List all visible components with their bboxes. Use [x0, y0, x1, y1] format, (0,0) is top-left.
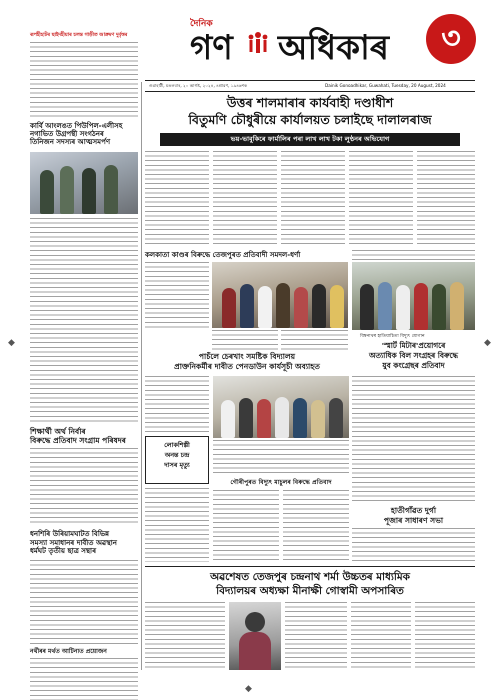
puja-title — [352, 506, 475, 526]
obituary-line2: অনন্ত চন্দ্ৰ — [164, 451, 190, 459]
dateline-bar — [145, 80, 475, 92]
bottom-body-col3 — [351, 602, 411, 670]
story3-body — [30, 448, 138, 526]
smartmeter-body — [352, 376, 475, 504]
smartmeter-caption: বিশ্বনাথৰ হাতিয়াচিতা বিদ্যুৎ যোগান — [360, 334, 425, 339]
smartmeter-title-line1: 'স্মাৰ্ট মিটাৰ'প্ৰয়োগৰে — [381, 341, 446, 350]
story4-body — [30, 560, 138, 644]
lead-body-col3 — [281, 151, 345, 247]
column-divider — [141, 82, 142, 670]
lead-title-line1: উত্তৰ শালমাৰাৰ কাৰ্যবাহী দণ্ডাধীশ — [226, 95, 394, 110]
lead-body-col1 — [145, 151, 209, 247]
lead-body-col2 — [213, 151, 277, 247]
left-register-mark-icon: ◆ — [8, 338, 15, 348]
story4-title-line2: সমস্যা সমাধানৰ দাবীত অৱস্থান — [30, 538, 117, 547]
bottom-body-col4 — [415, 602, 475, 670]
obituary-body — [145, 488, 209, 562]
gauripur-body-col1 — [213, 490, 279, 562]
bottom-photo — [229, 602, 281, 670]
right-body-top — [352, 250, 475, 260]
lead-subhead: ভয়-ভাবুকিৰে ফাৰ্মালিৰ পৰা লাখ লাখ টকা লুণ্ঠনৰ অভিযোগ — [160, 133, 460, 146]
bottom-title-line2: বিদ্যালয়ৰ অধ্যক্ষা মীনাক্ষী গোস্বামী অপসাৰিত — [216, 585, 404, 597]
kolkata-body-col2 — [281, 330, 348, 350]
lead-title-line2: বিতুমণি চৌধুৰীয়ে কাৰ্যালয়ত চলাইছে দালালৰাজ — [188, 112, 432, 127]
story2-title-line1: কাৰ্বি আংলঙত পিউপিল-এলীসহ — [30, 122, 123, 130]
kolkata-body-col2b — [212, 330, 278, 350]
story2-title-line3: তিনিজন সদস্যৰ আত্মসমৰ্পণ — [30, 138, 111, 146]
bottom-body-col1 — [145, 602, 225, 670]
page-number: ৩ — [426, 14, 476, 64]
puja-title-line1: হাতীগাঁৱত দুৰ্গা — [390, 506, 437, 515]
bottom-title-line1: অৱশেষত তেজপুৰ চন্দ্ৰনাথ শৰ্মা উচ্চতৰ মাধ্যমিক — [210, 571, 410, 583]
puja-body — [352, 528, 475, 562]
obituary-line1: লোকশিল্পী — [164, 441, 190, 449]
kolkata-body-col1 — [145, 262, 209, 328]
story4-title — [30, 530, 138, 556]
smartmeter-photo — [352, 262, 475, 330]
story5-body — [30, 658, 138, 700]
school-title-line1: পাচঁলে চেৰখাং সমষ্টিক বিদ্যালয় — [198, 352, 296, 361]
masthead-daily: দৈনিক — [190, 19, 213, 29]
school-body-col2 — [213, 440, 349, 476]
story3-title-line2: বিৰুদ্ধে প্ৰতিবাদ সংগ্ৰাম পৰিষদৰ — [30, 436, 126, 445]
bottom-register-mark-icon: ◆ — [245, 684, 252, 694]
story3-title — [30, 427, 138, 445]
brief-body — [30, 42, 138, 117]
right-register-mark-icon: ◆ — [484, 338, 491, 348]
smartmeter-title — [352, 341, 475, 371]
story2-title — [30, 122, 138, 146]
gauripur-body-col2 — [283, 490, 349, 562]
masthead-right: অধিকাৰ — [278, 28, 390, 68]
bottom-rule — [145, 566, 475, 567]
story4-title-line1: ধনশিৰি উৰিয়ামঘাটত বিভিন্ন — [30, 530, 110, 538]
story3-title-line1: শিক্ষাৰ্থী অৰ্থ নিৰ্বাৰ — [30, 427, 86, 436]
lead-body-col4 — [349, 151, 413, 247]
smartmeter-title-line3: যুব কংগ্ৰেছৰ প্ৰতিবাদ — [382, 361, 445, 370]
story5-title: নৰ্থীৰৰ মৰ্থত আটিনাত প্ৰয়োজন — [30, 648, 107, 655]
school-photo — [213, 376, 349, 438]
gauripur-title: গৌৰীপুৰত বিদ্যুৎ মাচুলৰ বিৰুদ্ধে প্ৰতিবাদ — [230, 479, 332, 486]
column-left — [30, 30, 138, 670]
masthead-emblem-icon — [244, 28, 272, 56]
dateline: গুৱাহাটী, মঙলবাৰ, ২০ আগষ্ট, ২০২৪, ৪শ্ৰাৱণ, ১৯৪৬শক — [149, 83, 248, 88]
smartmeter-title-line2: অত্যাধিক বিল সংগ্ৰহৰ বিৰুদ্ধে — [369, 351, 458, 360]
story4-title-line3: ধৰ্মঘট তৃতীয় ছাত্ৰ সন্থাৰ — [30, 547, 97, 555]
bottom-title — [145, 570, 475, 598]
obituary-line3: দাসৰ মৃত্যু — [164, 461, 190, 469]
dateline-en: Dainik Gonoadhikar, Guwahati, Tuesday, 20 August, 2024 — [325, 83, 446, 88]
story2-photo — [30, 152, 138, 214]
kolkata-photo — [212, 262, 348, 328]
school-body-col1 — [145, 376, 209, 432]
lead-title — [145, 94, 475, 128]
bottom-body-col2 — [285, 602, 347, 670]
puja-title-line2: পূজাৰ সাধাৰণ সভা — [383, 516, 444, 525]
obituary-box — [145, 436, 209, 484]
school-title-line2: প্ৰাক্তনিকৰ্মীৰ দাবীত পেনডাউন কাৰ্যসূচী অব্যাহত — [174, 362, 320, 371]
school-title — [145, 352, 349, 372]
story2-body — [30, 218, 138, 423]
kolkata-title: কলকাতা কাণ্ডৰ বিৰুদ্ধে তেজপুৰত প্ৰতিবাদী সমদল-ধৰ্ণা — [145, 251, 301, 259]
lead-body-col5 — [417, 151, 475, 247]
story2-title-line2: নগাভিত উগ্ৰপন্থী সংগঠনৰ — [30, 130, 104, 138]
brief-title: ৰূপহীহাটৰ ছাইদহীয়াৰ চলন্ত গাড়ীত আক্ৰমণ দুৰ্বৃত্তৰ — [30, 33, 128, 38]
masthead-left: গণ — [190, 28, 233, 68]
